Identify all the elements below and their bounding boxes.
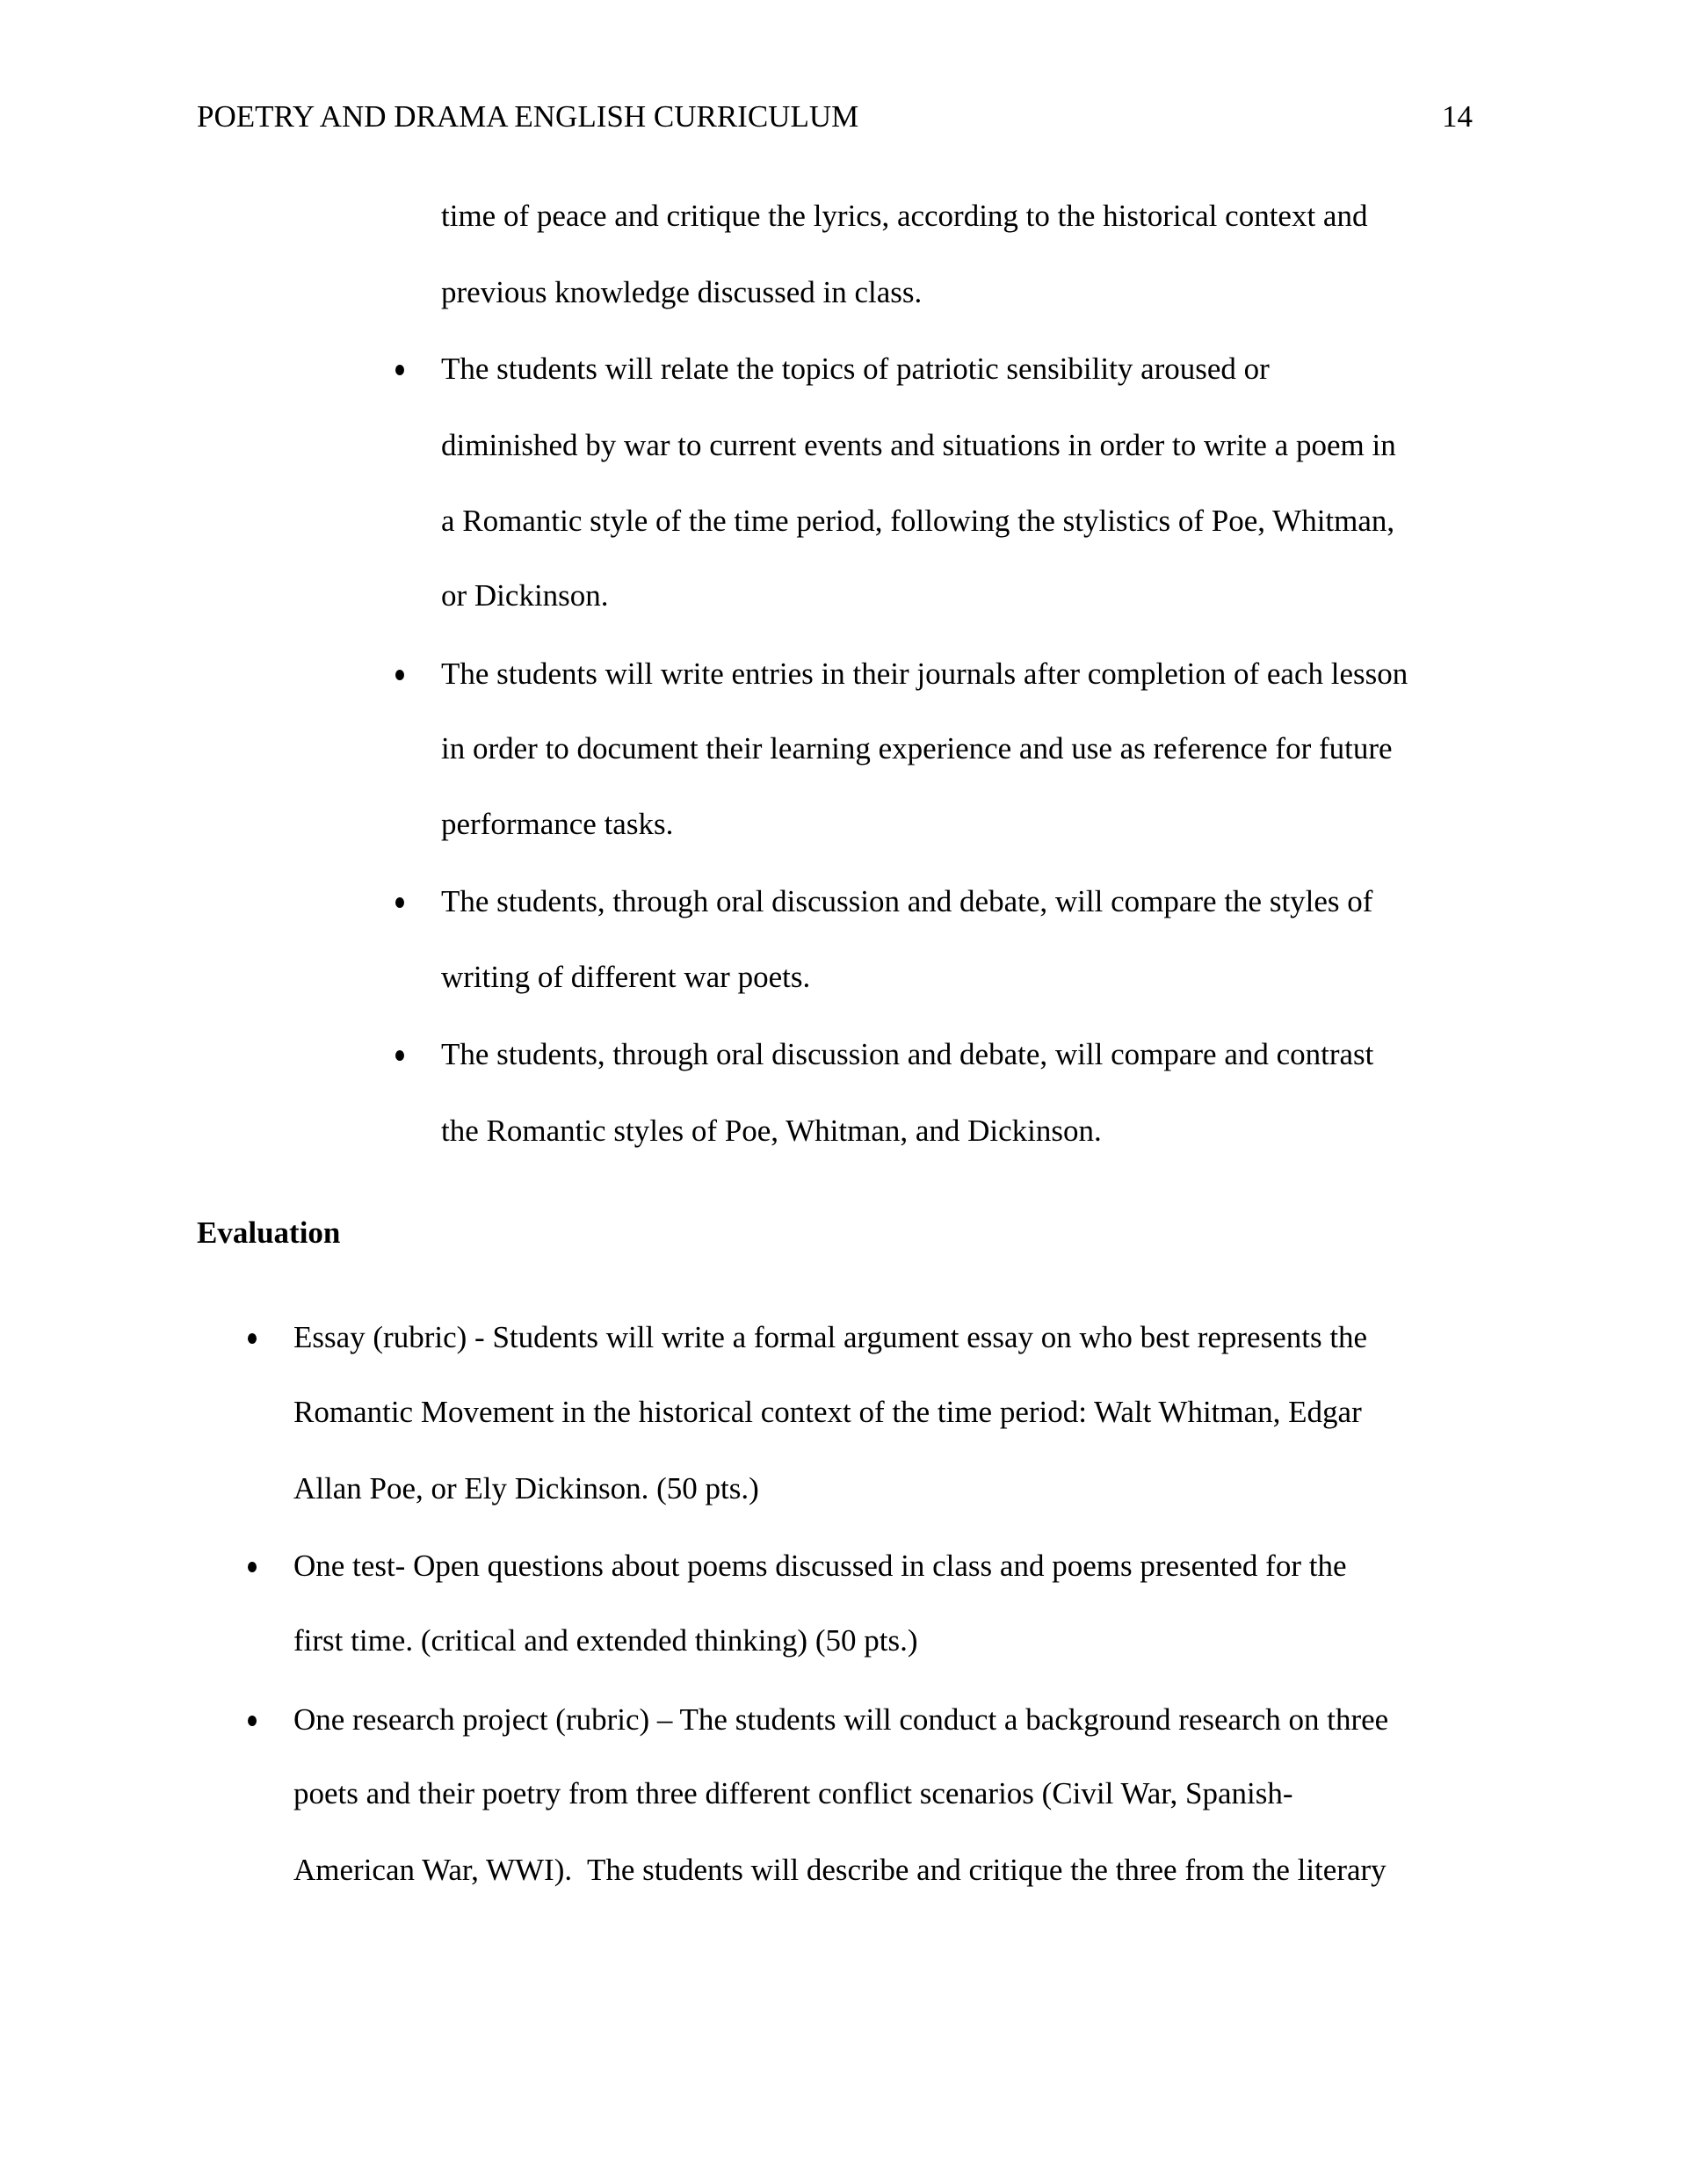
text-line: the Romantic styles of Poe, Whitman, and Dickinson. xyxy=(441,1114,1102,1148)
text-line: Romantic Movement in the historical context of the time period: Walt Whitman, Edgar xyxy=(293,1395,1362,1429)
text-line: One test- Open questions about poems discussed in class and poems presented for the xyxy=(293,1549,1347,1583)
text-line: first time. (critical and extended thinking) (50 pts.) xyxy=(293,1623,918,1658)
text-line: The students, through oral discussion and debate, will compare the styles of xyxy=(441,884,1373,918)
text-line: American War, WWI). The students will describe and critique the three from the literary xyxy=(293,1853,1387,1887)
header-title: POETRY AND DRAMA ENGLISH CURRICULUM xyxy=(197,99,859,134)
bullet-icon xyxy=(248,1716,257,1726)
bullet-icon xyxy=(395,897,404,908)
evaluation-heading: Evaluation xyxy=(197,1215,341,1250)
bullet-icon xyxy=(395,670,404,680)
text-line: diminished by war to current events and situations in order to write a poem in xyxy=(441,428,1396,462)
bullet-icon xyxy=(395,1050,404,1061)
text-line: The students will relate the topics of patriotic sensibility aroused or xyxy=(441,352,1270,386)
text-line: in order to document their learning experience and use as reference for future xyxy=(441,731,1393,765)
text-line: One research project (rubric) – The students will conduct a background research on three xyxy=(293,1702,1389,1737)
text-line: Allan Poe, or Ely Dickinson. (50 pts.) xyxy=(293,1471,759,1506)
text-line: Essay (rubric) - Students will write a formal argument essay on who best represents the xyxy=(293,1320,1368,1354)
text-line: poets and their poetry from three different conflict scenarios (Civil War, Spanish- xyxy=(293,1776,1293,1810)
text-line: previous knowledge discussed in class. xyxy=(441,275,923,309)
bullet-icon xyxy=(248,1562,257,1572)
text-line: time of peace and critique the lyrics, according to the historical context and xyxy=(441,199,1368,233)
text-line: The students will write entries in their journals after completion of each lesson xyxy=(441,657,1408,691)
text-line: performance tasks. xyxy=(441,807,674,841)
bullet-icon xyxy=(248,1333,257,1344)
text-line: a Romantic style of the time period, following the stylistics of Poe, Whitman, xyxy=(441,504,1395,538)
text-line: or Dickinson. xyxy=(441,578,609,613)
page-number: 14 xyxy=(1442,99,1473,134)
bullet-icon xyxy=(395,365,404,375)
text-line: writing of different war poets. xyxy=(441,960,811,994)
text-line: The students, through oral discussion and debate, will compare and contrast xyxy=(441,1037,1374,1071)
